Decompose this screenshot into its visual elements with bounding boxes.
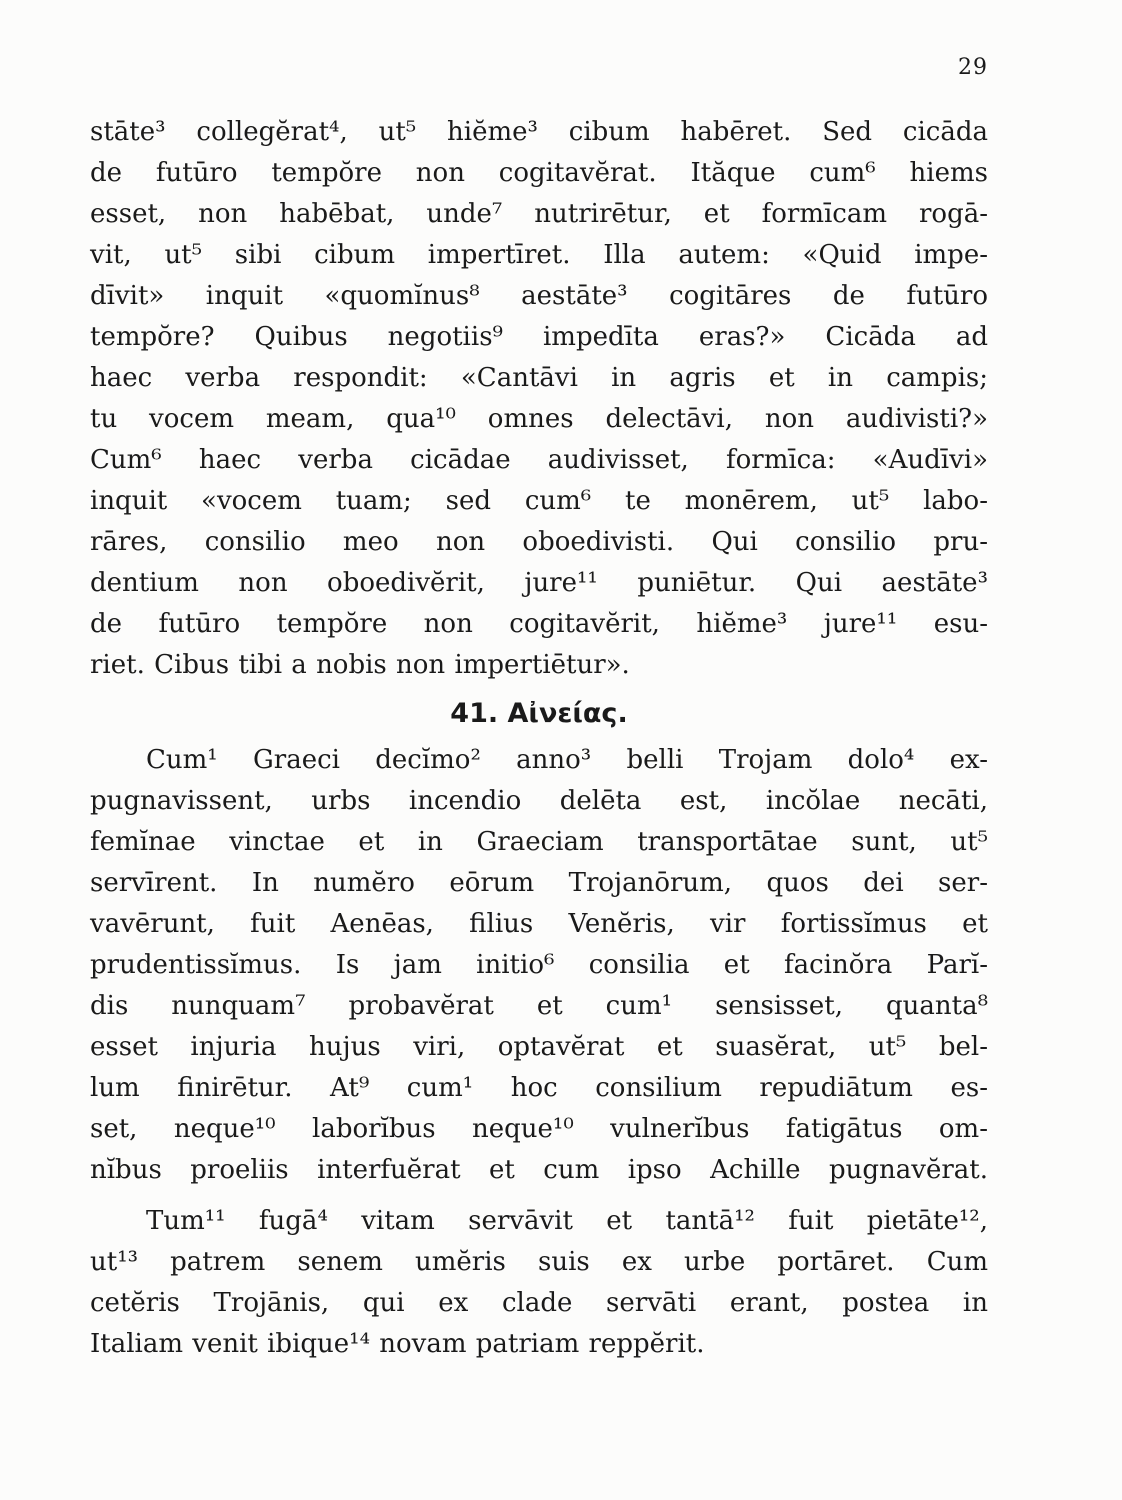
- text-line: dis nunquam⁷ probavĕrat et cum¹ sensisset, quanta⁸: [90, 991, 988, 1021]
- text-line: haec verba respondit: «Cantāvi in agris et in campis;: [90, 363, 988, 393]
- text-line: de futūro tempŏre non cogitavĕrit, hiĕme³ jure¹¹ esu-: [90, 609, 988, 639]
- section-heading: 41. Αἰνείας.: [450, 698, 628, 729]
- text-line: nĭbus proeliis interfuĕrat et cum ipso Achille pugnavĕrat.: [90, 1155, 988, 1185]
- text-line: tempŏre? Quibus negotiis⁹ impedīta eras?» Cicāda ad: [90, 322, 988, 352]
- text-line: riet. Cibus tibi a nobis non impertiētur».: [90, 650, 630, 680]
- text-line: inquit «vocem tuam; sed cum⁶ te monērem, ut⁵ labo-: [90, 486, 988, 516]
- text-line: tu vocem meam, qua¹⁰ omnes delectāvi, non audivisti?»: [90, 404, 988, 434]
- text-line: Italiam venit ibique¹⁴ novam patriam reppĕrit.: [90, 1329, 705, 1359]
- text-line: stāte³ collegĕrat⁴, ut⁵ hiĕme³ cibum habēret. Sed cicāda: [90, 117, 988, 147]
- text-line: esset injuria hujus viri, optavĕrat et suasĕrat, ut⁵ bel-: [90, 1032, 988, 1062]
- text-line: dentium non oboedivĕrit, jure¹¹ puniētur. Qui aestāte³: [90, 568, 988, 598]
- text-line: Tum¹¹ fugā⁴ vitam servāvit et tantā¹² fuit pietāte¹²,: [146, 1206, 988, 1236]
- text-line: femĭnae vinctae et in Graeciam transportātae sunt, ut⁵: [90, 827, 988, 857]
- text-line: de futūro tempŏre non cogitavĕrat. Ităque cum⁶ hiems: [90, 158, 988, 188]
- page-number: 29: [958, 55, 988, 80]
- text-line: set, neque¹⁰ laborĭbus neque¹⁰ vulnerĭbus fatigātus om-: [90, 1114, 988, 1144]
- text-line: servīrent. In numĕro eōrum Trojanōrum, quos dei ser-: [90, 868, 988, 898]
- text-line: vit, ut⁵ sibi cibum impertīret. Illa autem: «Quid impe-: [90, 240, 988, 270]
- text-line: esset, non habēbat, unde⁷ nutrirētur, et formīcam rogā-: [90, 199, 988, 229]
- paragraph-gap: [90, 1191, 988, 1201]
- text-line: ut¹³ patrem senem umĕris suis ex urbe portāret. Cum: [90, 1247, 988, 1277]
- fable-paragraph: [90, 112, 988, 686]
- section-paragraph-1: [90, 740, 988, 1191]
- text-line: rāres, consilio meo non oboedivisti. Qui consilio pru-: [90, 527, 988, 557]
- page-text: [90, 112, 988, 1365]
- text-line: prudentissĭmus. Is jam initio⁶ consilia et facinŏra Parĭ-: [90, 950, 988, 980]
- text-line: vavērunt, fuit Aenēas, filius Venĕris, vir fortissĭmus et: [90, 909, 988, 939]
- text-line: dīvit» inquit «quomĭnus⁸ aestāte³ cogitāres de futūro: [90, 281, 988, 311]
- section-paragraph-2: [90, 1201, 988, 1365]
- text-line: pugnavissent, urbs incendio delēta est, incŏlae necāti,: [90, 786, 988, 816]
- text-line: cetĕris Trojānis, qui ex clade servāti erant, postea in: [90, 1288, 988, 1318]
- text-line: Cum¹ Graeci decĭmo² anno³ belli Trojam dolo⁴ ex-: [146, 745, 988, 775]
- text-line: lum finirētur. At⁹ cum¹ hoc consilium repudiātum es-: [90, 1073, 988, 1103]
- text-line: Cum⁶ haec verba cicādae audivisset, formīca: «Audīvi»: [90, 445, 988, 475]
